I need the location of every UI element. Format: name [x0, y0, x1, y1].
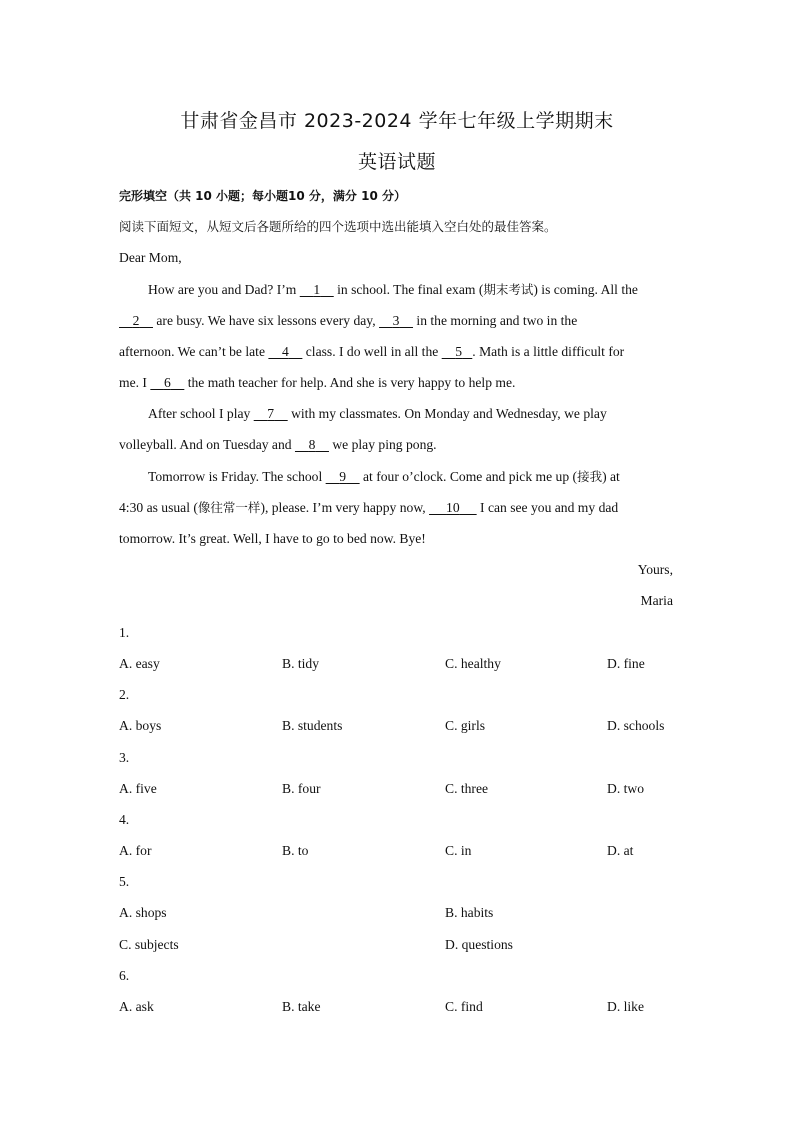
question-6-option-b[interactable]: B. take [282, 999, 321, 1014]
exam-title: 甘肃省金昌市 2023-2024 学年七年级上学期期末 [180, 110, 614, 132]
question-3-option-b[interactable]: B. four [282, 781, 321, 796]
question-5-option-d[interactable]: D. questions [445, 937, 513, 952]
blank-10: 10 [446, 500, 460, 515]
passage-line-7: Tomorrow is Friday. The school 9 at four o’clock. Come and pick me up (接我) at [148, 469, 620, 484]
question-6-number: 6. [119, 968, 130, 983]
passage-line-6: volleyball. And on Tuesday and 8 we play ping pong. [119, 437, 437, 452]
question-5-option-b[interactable]: B. habits [445, 905, 494, 920]
question-2-option-b[interactable]: B. students [282, 718, 343, 733]
question-2-option-d[interactable]: D. schools [607, 718, 665, 733]
exam-subtitle: 英语试题 [357, 151, 436, 173]
blank-8: 8 [308, 437, 316, 452]
blank-5: 5 [455, 344, 463, 359]
passage-line-5: After school I play 7 with my classmates. On Monday and Wednesday, we play [148, 406, 607, 421]
question-6-option-c[interactable]: C. find [445, 999, 483, 1014]
passage-line-4: me. I 6 the math teacher for help. And she is very happy to help me. [119, 375, 516, 390]
passage-line-1: How are you and Dad? I’m 1 in school. The final exam (期末考试) is coming. All the [148, 282, 638, 297]
question-4-number: 4. [119, 812, 130, 827]
question-2-number: 2. [119, 687, 130, 702]
section-heading: 完形填空（共 10 小题；每小题10 分，满分 10 分） [119, 189, 406, 203]
passage-line-8: 4:30 as usual (像往常一样), please. I’m very happy now, 10 I can see you and my dad [119, 500, 619, 515]
instruction: 阅读下面短文，从短文后各题所给的四个选项中选出能填入空白处的最佳答案。 [119, 219, 557, 234]
letter-closing: Yours, [637, 562, 673, 577]
letter-greeting: Dear Mom, [119, 250, 182, 265]
blank-1: 1 [313, 282, 321, 297]
blank-7: 7 [267, 406, 275, 421]
question-3-number: 3. [119, 750, 130, 765]
question-3-option-d[interactable]: D. two [607, 781, 645, 796]
passage-line-2: 2 are busy. We have six lessons every day, 3 in the morning and two in the [119, 312, 577, 330]
question-1-option-d[interactable]: D. fine [607, 656, 645, 671]
blank-2: 2 [132, 313, 140, 328]
blank-6: 6 [163, 375, 171, 390]
question-4-option-b[interactable]: B. to [282, 843, 309, 858]
question-5-option-a[interactable]: A. shops [119, 905, 167, 920]
question-6-option-d[interactable]: D. like [607, 999, 644, 1014]
question-3-option-a[interactable]: A. five [119, 781, 157, 796]
question-1-option-c[interactable]: C. healthy [445, 656, 501, 671]
question-1-option-a[interactable]: A. easy [119, 656, 160, 671]
question-5-number: 5. [119, 874, 130, 889]
question-4-option-a[interactable]: A. for [119, 843, 152, 858]
blank-3: 3 [392, 313, 400, 328]
blank-4: 4 [281, 344, 289, 359]
question-5-option-c[interactable]: C. subjects [119, 937, 179, 952]
question-1-number: 1. [119, 625, 130, 640]
question-4-option-c[interactable]: C. in [445, 843, 472, 858]
question-3-option-c[interactable]: C. three [445, 781, 489, 796]
question-2-option-a[interactable]: A. boys [119, 718, 162, 733]
question-1-option-b[interactable]: B. tidy [282, 656, 320, 671]
passage-line-9: tomorrow. It’s great. Well, I have to go to bed now. Bye! [119, 531, 426, 546]
question-6-option-a[interactable]: A. ask [119, 999, 154, 1014]
letter-signature: Maria [640, 593, 673, 608]
question-4-option-d[interactable]: D. at [607, 843, 634, 858]
question-2-option-c[interactable]: C. girls [445, 718, 486, 733]
passage-line-3: afternoon. We can’t be late 4 class. I do well in all the 5 . Math is a little difficult for [119, 344, 625, 359]
blank-9: 9 [339, 469, 347, 484]
